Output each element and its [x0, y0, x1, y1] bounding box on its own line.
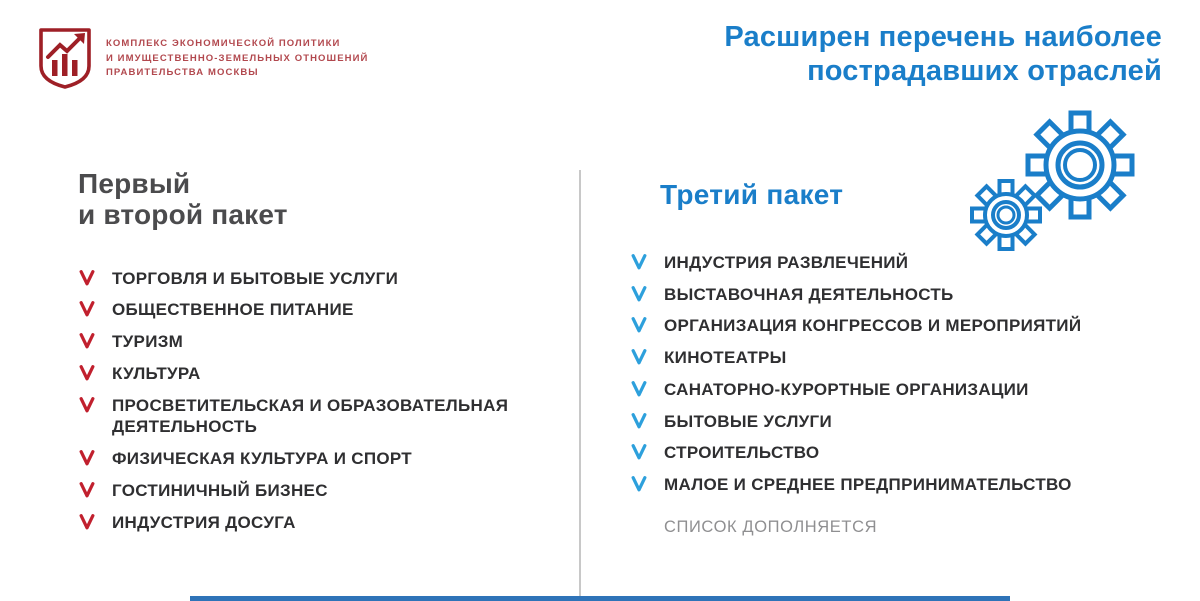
check-icon [78, 269, 96, 287]
sector-label: САНАТОРНО-КУРОРТНЫЕ ОРГАНИЗАЦИИ [664, 379, 1029, 399]
list-item [78, 330, 548, 353]
slide-title-line1: Расширен перечень наиболее [724, 21, 1162, 53]
org-name-line: ПРАВИТЕЛЬСТВА МОСКВЫ [106, 67, 259, 79]
right-sector-list [630, 251, 1175, 496]
check-icon [78, 332, 96, 350]
org-name [106, 35, 368, 81]
check-icon [78, 449, 96, 467]
sector-label: ВЫСТАВОЧНАЯ ДЕЯТЕЛЬНОСТЬ [664, 284, 954, 304]
list-item [630, 378, 1175, 401]
check-icon [78, 364, 96, 382]
check-icon [630, 285, 648, 303]
list-item [630, 314, 1175, 337]
sector-label: МАЛОЕ И СРЕДНЕЕ ПРЕДПРИНИМАТЕЛЬСТВО [664, 475, 1072, 495]
left-panel-heading [78, 168, 548, 231]
list-item [630, 346, 1175, 369]
sector-label: ПРОСВЕТИТЕЛЬСКАЯ И ОБРАЗОВАТЕЛЬНАЯ ДЕЯТЕЛЬНОСТЬ [112, 395, 509, 437]
vertical-divider [579, 170, 581, 601]
list-item [78, 394, 548, 439]
check-icon [630, 475, 648, 493]
sector-label: ГОСТИНИЧНЫЙ БИЗНЕС [112, 480, 328, 500]
check-icon [630, 348, 648, 366]
list-item [78, 362, 548, 385]
list-item [78, 479, 548, 502]
slide-title [602, 20, 1162, 88]
sector-label: ТУРИЗМ [112, 332, 184, 352]
check-icon [630, 316, 648, 334]
left-heading-line2: и второй пакет [78, 199, 288, 231]
check-icon [78, 513, 96, 531]
left-heading-line1: Первый [78, 168, 191, 199]
check-icon [630, 412, 648, 430]
check-icon [630, 443, 648, 461]
list-item [78, 298, 548, 321]
sector-label: БЫТОВЫЕ УСЛУГИ [664, 411, 833, 431]
sector-label: ТОРГОВЛЯ И БЫТОВЫЕ УСЛУГИ [112, 268, 399, 288]
sector-label: ФИЗИЧЕСКАЯ КУЛЬТУРА И СПОРТ [112, 449, 412, 469]
list-footnote: СПИСОК ДОПОЛНЯЕТСЯ [664, 517, 878, 536]
slide-title-line2: пострадавших отраслей [807, 55, 1162, 88]
check-icon [78, 300, 96, 318]
panel-third-package [630, 180, 1175, 537]
sector-label: КУЛЬТУРА [112, 363, 201, 383]
list-item [78, 447, 548, 470]
panel-first-second-package [78, 168, 548, 542]
check-icon [630, 253, 648, 271]
sector-label: ОРГАНИЗАЦИЯ КОНГРЕССОВ И МЕРОПРИЯТИЙ [664, 316, 1082, 336]
org-name-line: КОМПЛЕКС ЭКОНОМИЧЕСКОЙ ПОЛИТИКИ [106, 37, 341, 49]
org-logo [36, 26, 368, 90]
bottom-accent-bar [190, 596, 1010, 601]
list-item [630, 410, 1175, 433]
check-icon [630, 380, 648, 398]
sector-label: ИНДУСТРИЯ РАЗВЛЕЧЕНИЙ [664, 252, 909, 272]
check-icon [78, 481, 96, 499]
list-item [630, 473, 1175, 496]
list-item [78, 267, 548, 290]
left-sector-list [78, 267, 548, 534]
list-item [78, 511, 548, 534]
sector-label: ИНДУСТРИЯ ДОСУГА [112, 512, 296, 532]
sector-label: КИНОТЕАТРЫ [664, 348, 787, 368]
sector-label: ОБЩЕСТВЕННОЕ ПИТАНИЕ [112, 300, 354, 320]
org-name-line: И ИМУЩЕСТВЕННО-ЗЕМЕЛЬНЫХ ОТНОШЕНИЙ [106, 52, 369, 64]
list-item [630, 441, 1175, 464]
list-item [630, 251, 1175, 274]
shield-chart-icon [36, 26, 94, 90]
right-panel-heading: Третий пакет [660, 179, 844, 210]
list-item [630, 283, 1175, 306]
check-icon [78, 396, 96, 414]
sector-label: СТРОИТЕЛЬСТВО [664, 443, 820, 463]
